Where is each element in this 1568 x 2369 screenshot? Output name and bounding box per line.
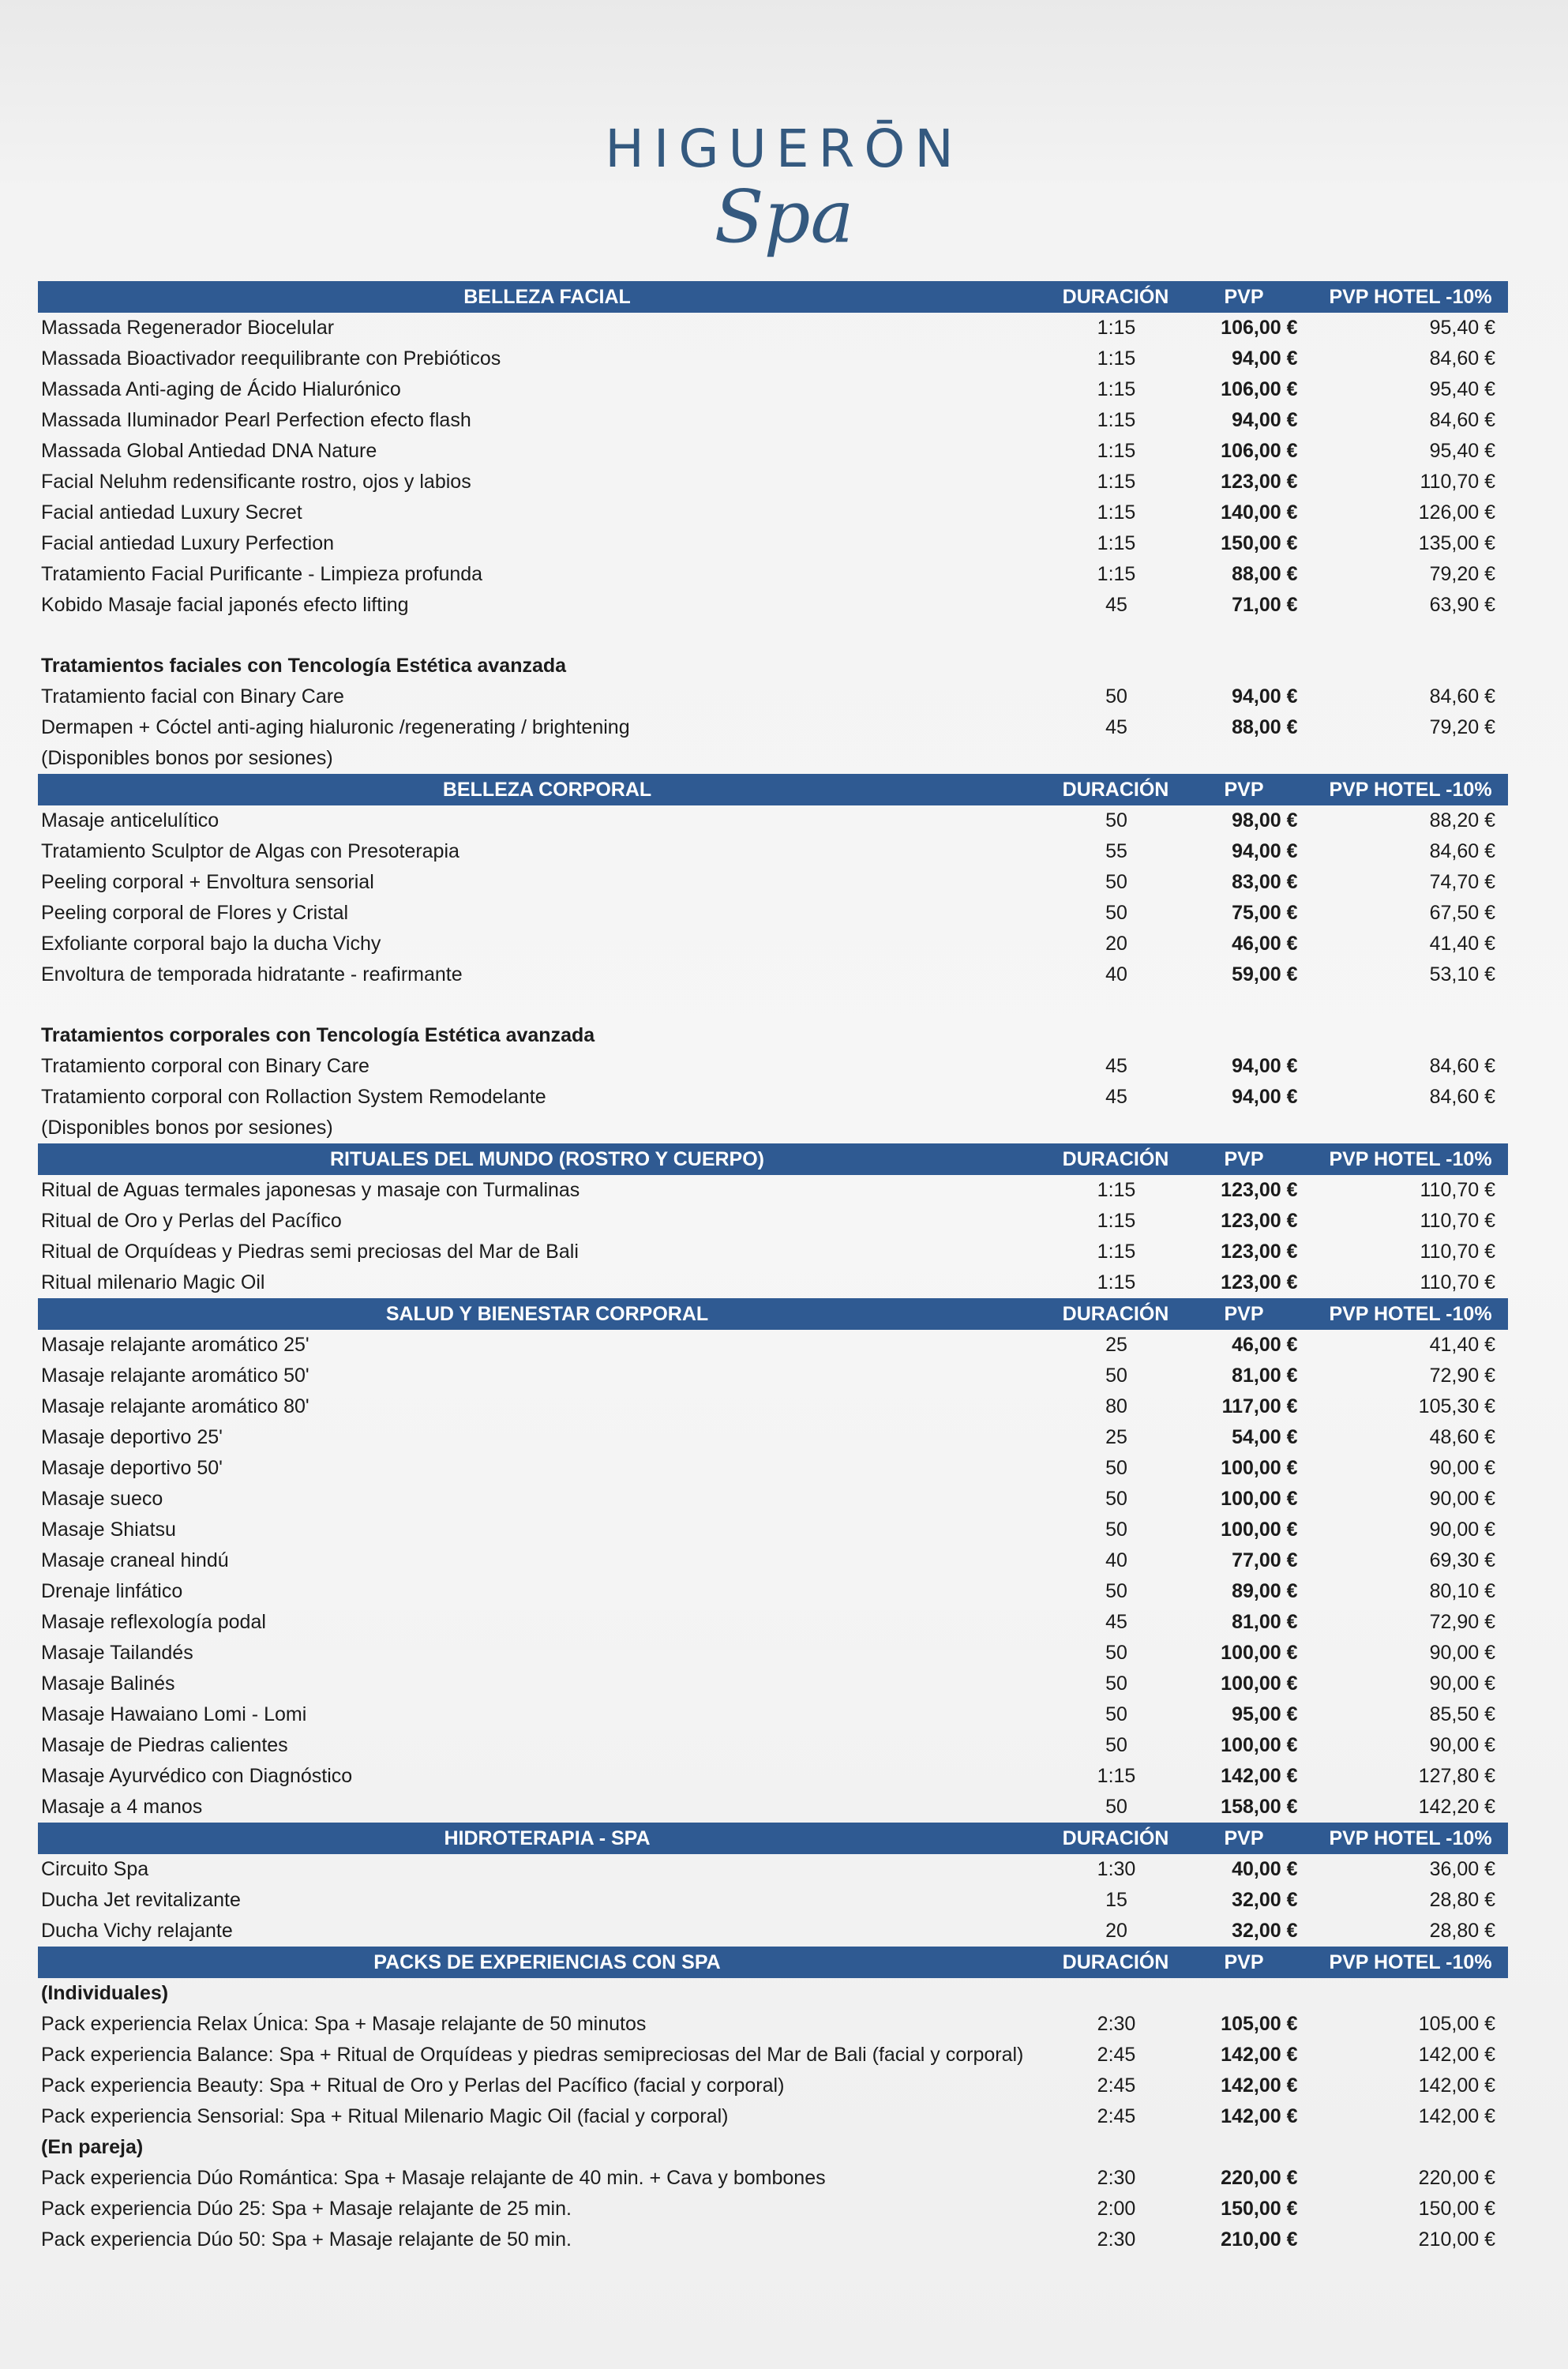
treatment-duration: 50	[1105, 809, 1127, 832]
treatment-hotel-price: 72,90 €	[1429, 1365, 1495, 1387]
treatment-row	[38, 867, 1508, 898]
treatment-row	[38, 374, 1508, 405]
treatment-price: 142,00 €	[1221, 2044, 1298, 2066]
treatment-row	[38, 929, 1508, 959]
treatment-hotel-price: 72,90 €	[1429, 1611, 1495, 1633]
treatment-price: 105,00 €	[1221, 2013, 1298, 2035]
treatment-name: Tratamiento corporal con Rollaction System Remodelante	[41, 1086, 546, 1108]
bonus-note: (Disponibles bonos por sesiones)	[41, 1117, 333, 1139]
treatment-row	[38, 1361, 1508, 1391]
treatment-row	[38, 467, 1508, 497]
treatment-hotel-price: 110,70 €	[1420, 1241, 1495, 1263]
treatment-duration: 2:30	[1097, 2228, 1136, 2251]
treatment-duration: 1:15	[1097, 409, 1136, 431]
treatment-hotel-price: 95,40 €	[1429, 317, 1495, 339]
treatment-name: Masaje a 4 manos	[41, 1796, 203, 1818]
treatment-row	[38, 2040, 1508, 2071]
treatment-duration: 1:30	[1097, 1858, 1136, 1880]
treatment-duration: 50	[1105, 1703, 1127, 1725]
treatment-price: 123,00 €	[1221, 1241, 1298, 1263]
treatment-hotel-price: 220,00 €	[1418, 2167, 1495, 2189]
treatment-name: Dermapen + Cóctel anti-aging hialuronic /regenerating / brightening	[41, 716, 630, 738]
treatment-price: 142,00 €	[1221, 2105, 1298, 2127]
treatment-duration: 50	[1105, 1734, 1127, 1756]
treatment-row	[38, 559, 1508, 590]
treatment-hotel-price: 36,00 €	[1429, 1858, 1495, 1880]
treatment-hotel-price: 135,00 €	[1418, 532, 1495, 554]
treatment-hotel-price: 110,70 €	[1420, 471, 1495, 493]
treatment-price: 81,00 €	[1232, 1365, 1298, 1387]
subsection-title: Tratamientos faciales con Tencología Estética avanzada	[41, 655, 567, 677]
treatment-name: Massada Regenerador Biocelular	[41, 317, 335, 339]
treatment-price: 140,00 €	[1221, 501, 1298, 524]
treatment-name: Tratamiento corporal con Binary Care	[41, 1055, 369, 1077]
price-list	[38, 281, 1508, 2255]
treatment-duration: 1:15	[1097, 317, 1136, 339]
treatment-duration: 50	[1105, 902, 1127, 924]
treatment-duration: 25	[1105, 1334, 1127, 1356]
treatment-hotel-price: 84,60 €	[1429, 1086, 1495, 1108]
treatment-hotel-price: 69,30 €	[1429, 1549, 1495, 1571]
section-title: BELLEZA FACIAL	[463, 285, 631, 308]
treatment-row	[38, 2163, 1508, 2194]
treatment-hotel-price: 110,70 €	[1420, 1210, 1495, 1232]
treatment-name: Masaje deportivo 50'	[41, 1457, 223, 1479]
treatment-row	[38, 2224, 1508, 2255]
treatment-hotel-price: 41,40 €	[1429, 933, 1495, 955]
treatment-duration: 50	[1105, 1642, 1127, 1664]
treatment-name: Circuito Spa	[41, 1858, 149, 1880]
treatment-name: Peeling corporal + Envoltura sensorial	[41, 871, 374, 893]
duration-header: DURACIÓN	[1062, 1302, 1169, 1325]
treatment-name: Facial antiedad Luxury Secret	[41, 501, 302, 524]
treatment-row	[38, 1761, 1508, 1792]
treatment-name: Masaje de Piedras calientes	[41, 1734, 288, 1756]
pvp-header: PVP	[1224, 1147, 1264, 1170]
section-title: SALUD Y BIENESTAR CORPORAL	[385, 1302, 709, 1325]
treatment-price: 75,00 €	[1232, 902, 1298, 924]
treatment-hotel-price: 88,20 €	[1429, 809, 1495, 832]
treatment-row	[38, 2009, 1508, 2040]
treatment-hotel-price: 84,60 €	[1429, 347, 1495, 370]
section-header	[38, 281, 1508, 313]
treatment-price: 94,00 €	[1232, 409, 1298, 431]
treatment-price: 94,00 €	[1232, 1086, 1298, 1108]
treatment-name: Ritual de Oro y Perlas del Pacífico	[41, 1210, 342, 1232]
treatment-name: Pack experiencia Dúo 25: Spa + Masaje relajante de 25 min.	[41, 2198, 572, 2220]
hotel-price-header: PVP HOTEL -10%	[1329, 285, 1492, 308]
treatment-price: 150,00 €	[1221, 2198, 1298, 2220]
section-title: PACKS DE EXPERIENCIAS CON SPA	[373, 1950, 721, 1973]
treatment-name: Ducha Jet revitalizante	[41, 1889, 241, 1911]
section-spacer	[38, 990, 1508, 1020]
treatment-price: 94,00 €	[1232, 840, 1298, 862]
treatment-price: 123,00 €	[1221, 1179, 1298, 1201]
treatment-duration: 1:15	[1097, 1241, 1136, 1263]
treatment-hotel-price: 95,40 €	[1429, 440, 1495, 462]
treatment-row	[38, 1422, 1508, 1453]
treatment-hotel-price: 85,50 €	[1429, 1703, 1495, 1725]
treatment-hotel-price: 127,80 €	[1418, 1765, 1495, 1787]
pvp-header: PVP	[1224, 1826, 1264, 1849]
treatment-name: Envoltura de temporada hidratante - reafirmante	[41, 963, 463, 986]
treatment-row	[38, 1515, 1508, 1545]
bonus-note: (Disponibles bonos por sesiones)	[41, 747, 333, 769]
group-label: (En pareja)	[41, 2136, 144, 2158]
treatment-name: Facial antiedad Luxury Perfection	[41, 532, 335, 554]
treatment-row	[38, 436, 1508, 467]
treatment-hotel-price: 150,00 €	[1418, 2198, 1495, 2220]
treatment-row	[38, 405, 1508, 436]
treatment-price: 98,00 €	[1232, 809, 1298, 832]
treatment-name: Massada Global Antiedad DNA Nature	[41, 440, 377, 462]
treatment-row	[38, 1484, 1508, 1515]
treatment-name: Masaje Balinés	[41, 1673, 175, 1695]
treatment-price: 54,00 €	[1232, 1426, 1298, 1448]
treatment-price: 46,00 €	[1232, 1334, 1298, 1356]
treatment-name: Massada Anti-aging de Ácido Hialurónico	[41, 378, 401, 400]
treatment-row	[38, 1885, 1508, 1916]
treatment-price: 100,00 €	[1221, 1457, 1298, 1479]
treatment-row	[38, 1669, 1508, 1699]
hotel-price-header: PVP HOTEL -10%	[1329, 1950, 1492, 1973]
treatment-duration: 1:15	[1097, 563, 1136, 585]
section-title: RITUALES DEL MUNDO (ROSTRO Y CUERPO)	[329, 1147, 765, 1170]
treatment-hotel-price: 84,60 €	[1429, 409, 1495, 431]
pvp-header: PVP	[1224, 1302, 1264, 1325]
treatment-row	[38, 1082, 1508, 1113]
treatment-price: 142,00 €	[1221, 2074, 1298, 2097]
treatment-row	[38, 681, 1508, 712]
treatment-duration: 2:45	[1097, 2074, 1136, 2097]
treatment-row	[38, 2071, 1508, 2101]
treatment-row	[38, 1545, 1508, 1576]
treatment-price: 94,00 €	[1232, 347, 1298, 370]
treatment-hotel-price: 142,00 €	[1418, 2105, 1495, 2127]
treatment-name: Pack experiencia Sensorial: Spa + Ritual Milenario Magic Oil (facial y corporal)	[41, 2105, 729, 2127]
treatment-name: Masaje anticelulítico	[41, 809, 219, 832]
treatment-hotel-price: 48,60 €	[1429, 1426, 1495, 1448]
treatment-hotel-price: 28,80 €	[1429, 1920, 1495, 1942]
treatment-duration: 45	[1105, 1086, 1127, 1108]
treatment-name: Exfoliante corporal bajo la ducha Vichy	[41, 933, 381, 955]
treatment-price: 106,00 €	[1221, 440, 1298, 462]
treatment-name: Ritual de Aguas termales japonesas y masaje con Turmalinas	[41, 1179, 580, 1201]
treatment-duration: 1:15	[1097, 532, 1136, 554]
treatment-price: 106,00 €	[1221, 317, 1298, 339]
treatment-price: 210,00 €	[1221, 2228, 1298, 2251]
treatment-name: Ritual de Orquídeas y Piedras semi preciosas del Mar de Bali	[41, 1241, 579, 1263]
treatment-row	[38, 959, 1508, 990]
treatment-price: 88,00 €	[1232, 716, 1298, 738]
treatment-price: 117,00 €	[1221, 1395, 1298, 1417]
treatment-duration: 50	[1105, 1365, 1127, 1387]
treatment-row	[38, 1576, 1508, 1607]
treatment-name: Pack experiencia Dúo Romántica: Spa + Masaje relajante de 40 min. + Cava y bombones	[41, 2167, 826, 2189]
treatment-row	[38, 1051, 1508, 1082]
treatment-duration: 1:15	[1097, 1210, 1136, 1232]
treatment-row	[38, 2194, 1508, 2224]
hotel-price-header: PVP HOTEL -10%	[1329, 1302, 1492, 1325]
duration-header: DURACIÓN	[1062, 778, 1169, 801]
treatment-duration: 50	[1105, 685, 1127, 708]
treatment-hotel-price: 28,80 €	[1429, 1889, 1495, 1911]
treatment-duration: 45	[1105, 1055, 1127, 1077]
treatment-price: 81,00 €	[1232, 1611, 1298, 1633]
treatment-hotel-price: 90,00 €	[1429, 1519, 1495, 1541]
treatment-price: 150,00 €	[1221, 532, 1298, 554]
treatment-duration: 1:15	[1097, 440, 1136, 462]
treatment-price: 123,00 €	[1221, 1271, 1298, 1293]
spa-logo	[0, 118, 1568, 259]
duration-header: DURACIÓN	[1062, 1147, 1169, 1170]
treatment-duration: 2:45	[1097, 2105, 1136, 2127]
duration-header: DURACIÓN	[1062, 1950, 1169, 1973]
treatment-duration: 1:15	[1097, 1179, 1136, 1201]
section-header	[38, 1298, 1508, 1330]
treatment-hotel-price: 110,70 €	[1420, 1271, 1495, 1293]
treatment-duration: 1:15	[1097, 1765, 1136, 1787]
treatment-price: 94,00 €	[1232, 685, 1298, 708]
treatment-hotel-price: 90,00 €	[1429, 1673, 1495, 1695]
treatment-name: Ritual milenario Magic Oil	[41, 1271, 265, 1293]
treatment-row	[38, 1792, 1508, 1823]
treatment-price: 89,00 €	[1232, 1580, 1298, 1602]
treatment-hotel-price: 90,00 €	[1429, 1734, 1495, 1756]
treatment-row	[38, 1175, 1508, 1206]
treatment-hotel-price: 41,40 €	[1429, 1334, 1495, 1356]
treatment-duration: 2:30	[1097, 2167, 1136, 2189]
treatment-row	[38, 805, 1508, 836]
treatment-price: 220,00 €	[1221, 2167, 1298, 2189]
treatment-price: 59,00 €	[1232, 963, 1298, 986]
treatment-name: Masaje deportivo 25'	[41, 1426, 223, 1448]
treatment-duration: 80	[1105, 1395, 1127, 1417]
treatment-name: Masaje Ayurvédico con Diagnóstico	[41, 1765, 353, 1787]
treatment-duration: 50	[1105, 1673, 1127, 1695]
section-header	[38, 1823, 1508, 1854]
treatment-hotel-price: 84,60 €	[1429, 840, 1495, 862]
treatment-price: 158,00 €	[1221, 1796, 1298, 1818]
treatment-row	[38, 1638, 1508, 1669]
treatment-name: Masaje craneal hindú	[41, 1549, 229, 1571]
treatment-hotel-price: 90,00 €	[1429, 1457, 1495, 1479]
treatment-name: Masaje Shiatsu	[41, 1519, 176, 1541]
treatment-name: Masaje Tailandés	[41, 1642, 193, 1664]
section-header	[38, 1143, 1508, 1175]
hotel-price-header: PVP HOTEL -10%	[1329, 1147, 1492, 1170]
treatment-hotel-price: 80,10 €	[1429, 1580, 1495, 1602]
treatment-row	[38, 528, 1508, 559]
treatment-hotel-price: 79,20 €	[1429, 563, 1495, 585]
treatment-duration: 15	[1105, 1889, 1127, 1911]
treatment-name: Massada Iluminador Pearl Perfection efecto flash	[41, 409, 471, 431]
subsection-title: Tratamientos corporales con Tencología Estética avanzada	[41, 1024, 595, 1046]
treatment-name: Facial Neluhm redensificante rostro, ojos y labios	[41, 471, 471, 493]
treatment-duration: 20	[1105, 1920, 1127, 1942]
treatment-price: 40,00 €	[1232, 1858, 1298, 1880]
treatment-price: 32,00 €	[1232, 1889, 1298, 1911]
treatment-price: 100,00 €	[1221, 1642, 1298, 1664]
treatment-row	[38, 1267, 1508, 1298]
treatment-hotel-price: 105,00 €	[1418, 2013, 1495, 2035]
treatment-price: 123,00 €	[1221, 1210, 1298, 1232]
treatment-name: Kobido Masaje facial japonés efecto lifting	[41, 594, 409, 616]
duration-header: DURACIÓN	[1062, 1826, 1169, 1849]
treatment-duration: 1:15	[1097, 1271, 1136, 1293]
treatment-row	[38, 1206, 1508, 1237]
treatment-duration: 45	[1105, 594, 1127, 616]
treatment-hotel-price: 63,90 €	[1429, 594, 1495, 616]
treatment-price: 100,00 €	[1221, 1734, 1298, 1756]
section-title: BELLEZA CORPORAL	[442, 778, 652, 801]
treatment-hotel-price: 95,40 €	[1429, 378, 1495, 400]
treatment-row	[38, 1237, 1508, 1267]
treatment-row	[38, 313, 1508, 344]
treatment-duration: 1:15	[1097, 471, 1136, 493]
treatment-price: 77,00 €	[1232, 1549, 1298, 1571]
treatment-name: Pack experiencia Balance: Spa + Ritual de Orquídeas y piedras semipreciosas del Mar de Bali (facial y corporal)	[41, 2044, 1024, 2066]
treatment-price: 123,00 €	[1221, 471, 1298, 493]
treatment-hotel-price: 90,00 €	[1429, 1642, 1495, 1664]
treatment-price: 95,00 €	[1232, 1703, 1298, 1725]
treatment-duration: 2:45	[1097, 2044, 1136, 2066]
treatment-price: 46,00 €	[1232, 933, 1298, 955]
section-spacer	[38, 621, 1508, 651]
section-title: HIDROTERAPIA - SPA	[444, 1826, 651, 1849]
hotel-price-header: PVP HOTEL -10%	[1329, 778, 1492, 801]
treatment-name: Pack experiencia Dúo 50: Spa + Masaje relajante de 50 min.	[41, 2228, 572, 2251]
treatment-row	[38, 1916, 1508, 1947]
treatment-duration: 40	[1105, 1549, 1127, 1571]
group-label: (Individuales)	[41, 1982, 169, 2004]
treatment-name: Pack experiencia Beauty: Spa + Ritual de Oro y Perlas del Pacífico (facial y corporal)	[41, 2074, 785, 2097]
treatment-name: Tratamiento Facial Purificante - Limpieza profunda	[41, 563, 483, 585]
duration-header: DURACIÓN	[1062, 285, 1169, 308]
treatment-hotel-price: 74,70 €	[1429, 871, 1495, 893]
treatment-hotel-price: 110,70 €	[1420, 1179, 1495, 1201]
treatment-hotel-price: 79,20 €	[1429, 716, 1495, 738]
treatment-name: Peeling corporal de Flores y Cristal	[41, 902, 349, 924]
treatment-row	[38, 1391, 1508, 1422]
treatment-name: Tratamiento Sculptor de Algas con Presoterapia	[41, 840, 460, 862]
treatment-hotel-price: 84,60 €	[1429, 1055, 1495, 1077]
treatment-hotel-price: 142,00 €	[1418, 2044, 1495, 2066]
treatment-name: Masaje Hawaiano Lomi - Lomi	[41, 1703, 307, 1725]
treatment-price: 100,00 €	[1221, 1488, 1298, 1510]
treatment-price: 106,00 €	[1221, 378, 1298, 400]
treatment-row	[38, 590, 1508, 621]
treatment-hotel-price: 53,10 €	[1429, 963, 1495, 986]
treatment-name: Masaje relajante aromático 25'	[41, 1334, 309, 1356]
section-header	[38, 1947, 1508, 1978]
treatment-name: Masaje relajante aromático 50'	[41, 1365, 309, 1387]
treatment-hotel-price: 142,20 €	[1418, 1796, 1495, 1818]
treatment-price: 88,00 €	[1232, 563, 1298, 585]
treatment-hotel-price: 142,00 €	[1418, 2074, 1495, 2097]
treatment-name: Massada Bioactivador reequilibrante con Prebióticos	[41, 347, 501, 370]
treatment-price: 71,00 €	[1232, 594, 1298, 616]
treatment-duration: 45	[1105, 716, 1127, 738]
section-header	[38, 774, 1508, 805]
treatment-duration: 50	[1105, 1796, 1127, 1818]
treatment-price: 142,00 €	[1221, 1765, 1298, 1787]
logo-wordmark: HIGUERŌN	[605, 118, 963, 179]
treatment-name: Tratamiento facial con Binary Care	[41, 685, 344, 708]
treatment-duration: 50	[1105, 1488, 1127, 1510]
treatment-row	[38, 712, 1508, 743]
treatment-price: 100,00 €	[1221, 1519, 1298, 1541]
treatment-name: Masaje sueco	[41, 1488, 163, 1510]
treatment-hotel-price: 210,00 €	[1418, 2228, 1495, 2251]
treatment-row	[38, 344, 1508, 374]
treatment-duration: 50	[1105, 1580, 1127, 1602]
treatment-row	[38, 497, 1508, 528]
treatment-price: 32,00 €	[1232, 1920, 1298, 1942]
treatment-row	[38, 898, 1508, 929]
treatment-duration: 1:15	[1097, 347, 1136, 370]
treatment-row	[38, 1699, 1508, 1730]
treatment-name: Drenaje linfático	[41, 1580, 183, 1602]
pvp-header: PVP	[1224, 285, 1264, 308]
treatment-row	[38, 1730, 1508, 1761]
pvp-header: PVP	[1224, 778, 1264, 801]
treatment-row	[38, 2101, 1508, 2132]
treatment-name: Ducha Vichy relajante	[41, 1920, 233, 1942]
treatment-duration: 2:00	[1097, 2198, 1136, 2220]
treatment-hotel-price: 84,60 €	[1429, 685, 1495, 708]
treatment-duration: 45	[1105, 1611, 1127, 1633]
treatment-price: 94,00 €	[1232, 1055, 1298, 1077]
treatment-price: 100,00 €	[1221, 1673, 1298, 1695]
treatment-hotel-price: 67,50 €	[1429, 902, 1495, 924]
treatment-duration: 25	[1105, 1426, 1127, 1448]
treatment-name: Pack experiencia Relax Única: Spa + Masaje relajante de 50 minutos	[41, 2013, 647, 2035]
treatment-duration: 50	[1105, 871, 1127, 893]
treatment-row	[38, 1453, 1508, 1484]
pvp-header: PVP	[1224, 1950, 1264, 1973]
treatment-name: Masaje relajante aromático 80'	[41, 1395, 309, 1417]
treatment-hotel-price: 105,30 €	[1418, 1395, 1495, 1417]
treatment-duration: 1:15	[1097, 501, 1136, 524]
treatment-row	[38, 1607, 1508, 1638]
treatment-duration: 1:15	[1097, 378, 1136, 400]
treatment-duration: 40	[1105, 963, 1127, 986]
logo-script: Spa	[714, 175, 854, 259]
treatment-duration: 2:30	[1097, 2013, 1136, 2035]
treatment-duration: 50	[1105, 1457, 1127, 1479]
treatment-row	[38, 1330, 1508, 1361]
treatment-duration: 20	[1105, 933, 1127, 955]
treatment-duration: 50	[1105, 1519, 1127, 1541]
treatment-price: 83,00 €	[1232, 871, 1298, 893]
treatment-row	[38, 836, 1508, 867]
treatment-name: Masaje reflexología podal	[41, 1611, 266, 1633]
treatment-hotel-price: 126,00 €	[1418, 501, 1495, 524]
treatment-duration: 55	[1105, 840, 1127, 862]
treatment-hotel-price: 90,00 €	[1429, 1488, 1495, 1510]
treatment-row	[38, 1854, 1508, 1885]
hotel-price-header: PVP HOTEL -10%	[1329, 1826, 1492, 1849]
